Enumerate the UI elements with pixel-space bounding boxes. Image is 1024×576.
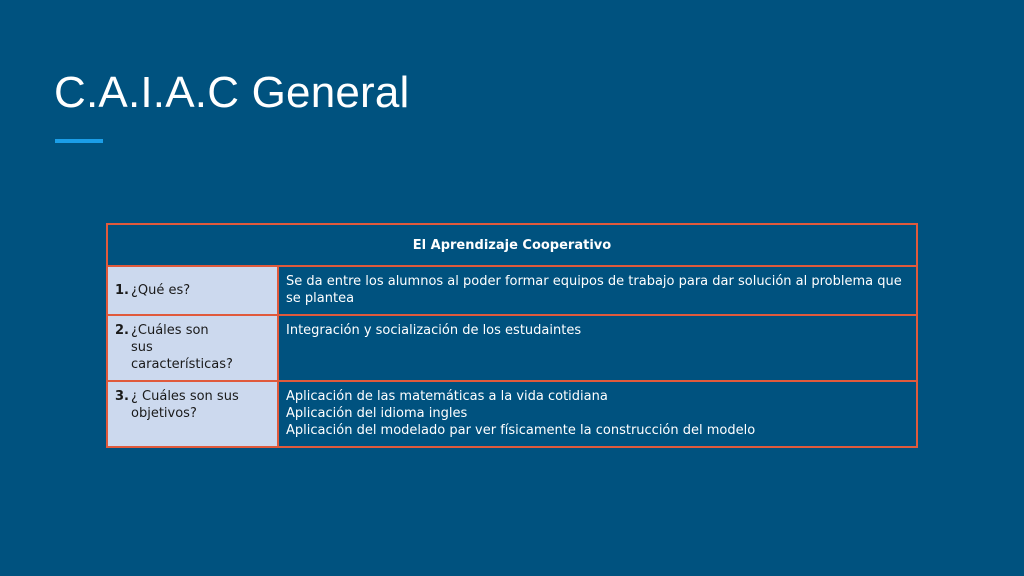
title-accent-bar — [55, 139, 103, 143]
question-number: 1. — [115, 283, 129, 298]
question-number: 3. — [115, 389, 129, 404]
info-table — [106, 223, 918, 448]
question-number: 2. — [115, 323, 129, 338]
answer-cell — [278, 266, 917, 315]
question-cell — [107, 381, 278, 447]
table-header-row — [107, 224, 917, 266]
table-header: El Aprendizaje Cooperativo — [107, 224, 917, 266]
answer-line: Se da entre los alumnos al poder formar equipos de trabajo para dar solución al problema que se plantea — [286, 274, 902, 306]
answer-cell — [278, 315, 917, 381]
answer-cell — [278, 381, 917, 447]
question-text: ¿Qué es? — [131, 283, 191, 298]
table-row — [107, 315, 917, 381]
table-row — [107, 381, 917, 447]
answer-line: Aplicación de las matemáticas a la vida cotidiana — [286, 389, 608, 404]
answer-line: Aplicación del modelado par ver físicamente la construcción del modelo — [286, 423, 756, 438]
table-row — [107, 266, 917, 315]
question-text: ¿Cuáles son sus características? — [131, 323, 233, 372]
slide-title: C.A.I.A.C General — [54, 68, 410, 117]
question-text: ¿ Cuáles son sus objetivos? — [131, 389, 239, 421]
answer-line: Integración y socialización de los estudaintes — [286, 323, 582, 338]
question-cell — [107, 266, 278, 315]
answer-line: Aplicación del idioma ingles — [286, 406, 468, 421]
question-cell — [107, 315, 278, 381]
